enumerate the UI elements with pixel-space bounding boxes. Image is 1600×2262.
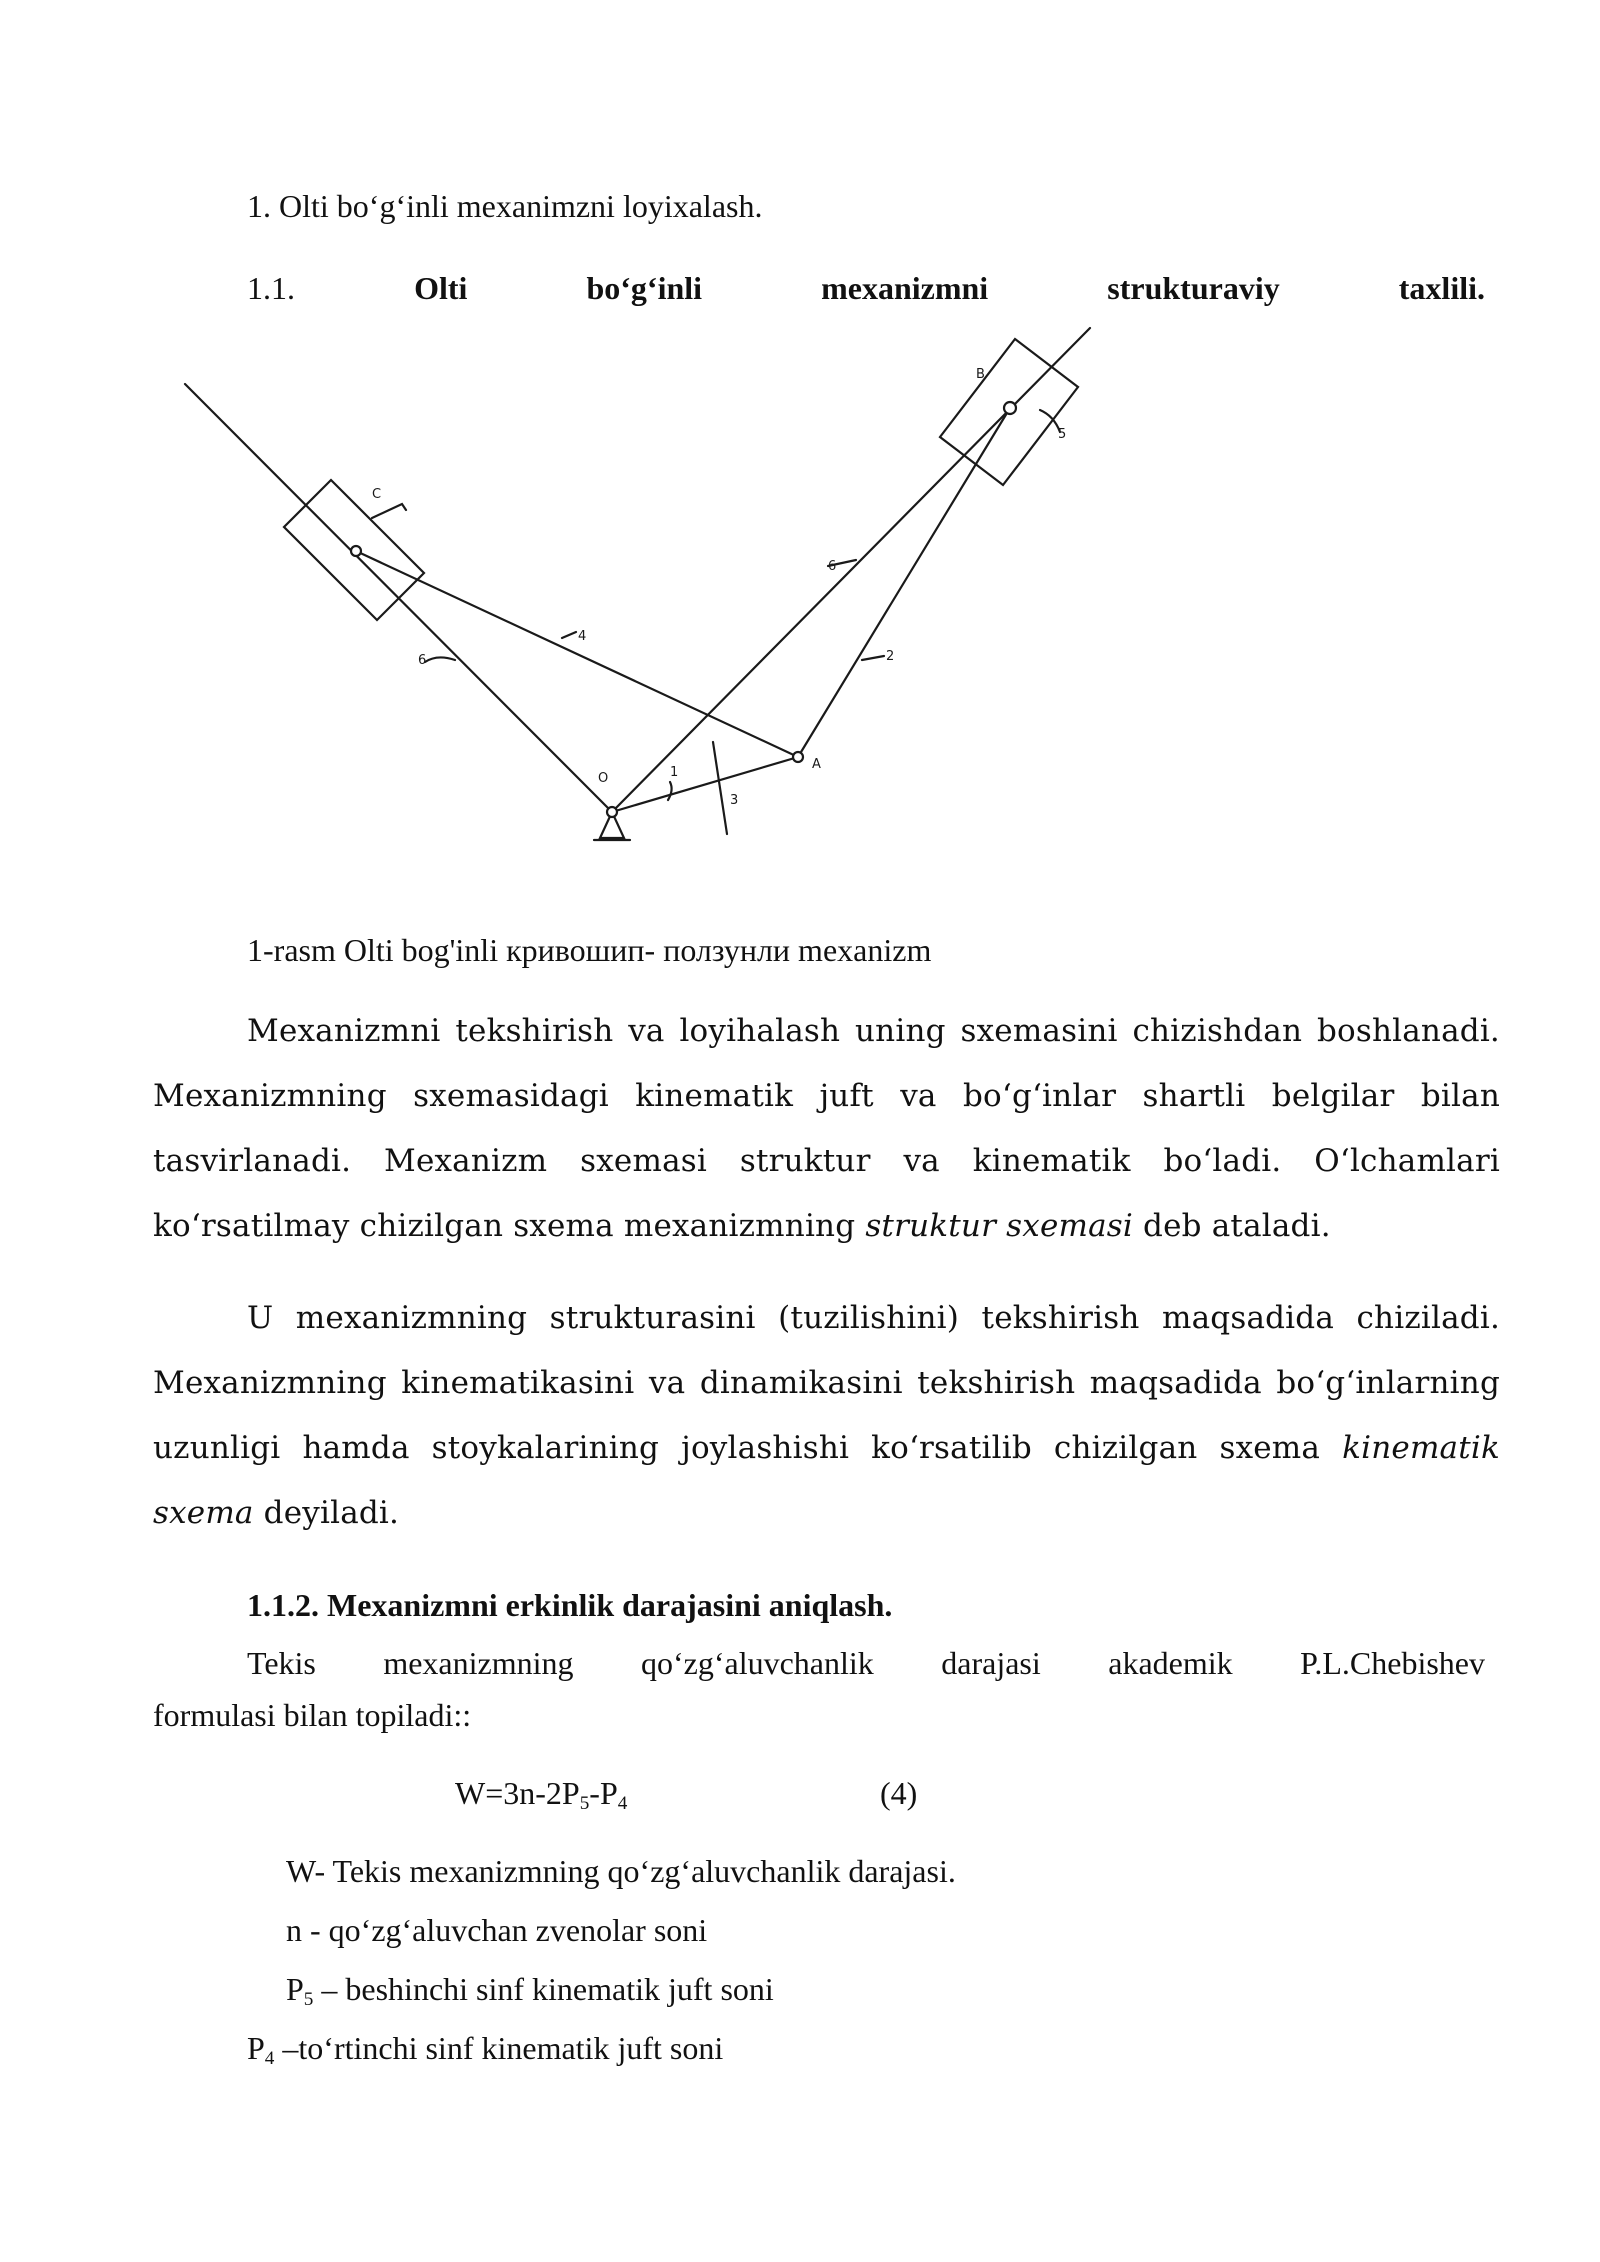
definition-p5 xyxy=(286,1971,774,2011)
para1-last-line xyxy=(153,1208,1331,1244)
text: uzunligi hamda stoykalarining joylashishi ko‘rsatilib chizilgan sxema xyxy=(153,1430,1321,1466)
label-2: 2 xyxy=(886,649,895,664)
right-guide-line xyxy=(612,328,1090,812)
para3-line: Tekis mexanizmning qo‘zg‘aluvchanlik darajasi akademik P.L.Chebishev xyxy=(247,1645,1485,1681)
label-c: C xyxy=(372,487,382,502)
label-1: 1 xyxy=(670,765,679,780)
para2-last-line xyxy=(153,1495,399,1531)
label-6b: 6 xyxy=(418,653,427,668)
definition-p4 xyxy=(247,2030,723,2070)
text: deb ataladi. xyxy=(1133,1208,1331,1244)
italic-term: sxema xyxy=(153,1495,254,1531)
angle-arc xyxy=(668,782,672,800)
subscript: 4 xyxy=(617,1792,628,1814)
subscript: 5 xyxy=(303,1988,314,2010)
joint-o xyxy=(607,807,617,817)
text: ko‘rsatilmay chizilgan sxema mexanizmning xyxy=(153,1208,866,1244)
italic-term: kinematik xyxy=(1342,1430,1500,1466)
mechanism-diagram xyxy=(0,0,1600,900)
para1-line: Mexanizmni tekshirish va loyihalash uning sxemasini chizishdan boshlanadi. xyxy=(247,1013,1500,1049)
italic-term: struktur sxemasi xyxy=(865,1208,1133,1244)
subscript: 5 xyxy=(579,1792,590,1814)
label-4: 4 xyxy=(578,629,587,644)
para2-line: U mexanizmning strukturasini (tuzilishini) tekshirish maqsadida chiziladi. xyxy=(247,1300,1500,1336)
para1-line: Mexanizmning sxemasidagi kinematik juft va bo‘g‘inlar shartli belgilar bilan xyxy=(153,1078,1500,1114)
link-2 xyxy=(798,408,1010,757)
symbol: P xyxy=(286,1971,304,2007)
label-5: 5 xyxy=(1058,427,1067,442)
section-heading: 1.1.2. Mexanizmni erkinlik darajasini aniqlash. xyxy=(247,1587,893,1623)
formula-number: (4) xyxy=(880,1775,918,1811)
label-b: B xyxy=(976,367,985,382)
subsection-word: mexanizmni xyxy=(821,270,989,306)
para1-line: tasvirlanadi. Mexanizm sxemasi struktur va kinematik bo‘ladi. O‘lchamlari xyxy=(153,1143,1500,1179)
label-3: 3 xyxy=(730,793,739,808)
para2-line: Mexanizmning kinematikasini va dinamikasini tekshirish maqsadida bo‘g‘inlarning xyxy=(153,1365,1500,1401)
label-6: 6 xyxy=(828,559,837,574)
definition-n: n - qo‘zg‘aluvchan zvenolar soni xyxy=(286,1912,708,1948)
section-title: 1. Olti bo‘g‘inli mexanimzni loyixalash. xyxy=(247,188,763,224)
para2-line xyxy=(153,1430,1500,1466)
subsection-word: taxlili. xyxy=(1398,270,1485,306)
figure-caption: 1-rasm Olti bog'inli кривошип- ползунли mexanizm xyxy=(247,932,932,968)
formula-text: W=3n-2P xyxy=(455,1775,580,1811)
text: – beshinchi sinf kinematik juft soni xyxy=(313,1971,774,2007)
text: deyiladi. xyxy=(253,1495,400,1531)
label-o: O xyxy=(598,771,609,786)
formula xyxy=(455,1775,627,1815)
joint-c xyxy=(351,546,361,556)
leader-5 xyxy=(372,504,406,518)
subsection-word: Olti xyxy=(414,270,468,306)
crank-marker xyxy=(713,742,727,834)
para3-line: formulasi bilan topiladi:: xyxy=(153,1697,472,1733)
subscript: 4 xyxy=(264,2047,275,2069)
subsection-number: 1.1. xyxy=(247,270,295,306)
leader-3 xyxy=(425,657,455,662)
label-a: A xyxy=(812,757,821,772)
leader-2 xyxy=(862,656,884,660)
subsection-word: strukturaviy xyxy=(1107,270,1280,306)
text: –to‘rtinchi sinf kinematik juft soni xyxy=(274,2030,724,2066)
symbol: P xyxy=(247,2030,265,2066)
definition-w: W- Tekis mexanizmning qo‘zg‘aluvchanlik darajasi. xyxy=(286,1853,956,1889)
joint-b xyxy=(1004,402,1016,414)
leader-4 xyxy=(562,632,576,638)
formula-text: -P xyxy=(589,1775,618,1811)
joint-a xyxy=(793,752,803,762)
subsection-word: bo‘g‘inli xyxy=(586,270,703,306)
